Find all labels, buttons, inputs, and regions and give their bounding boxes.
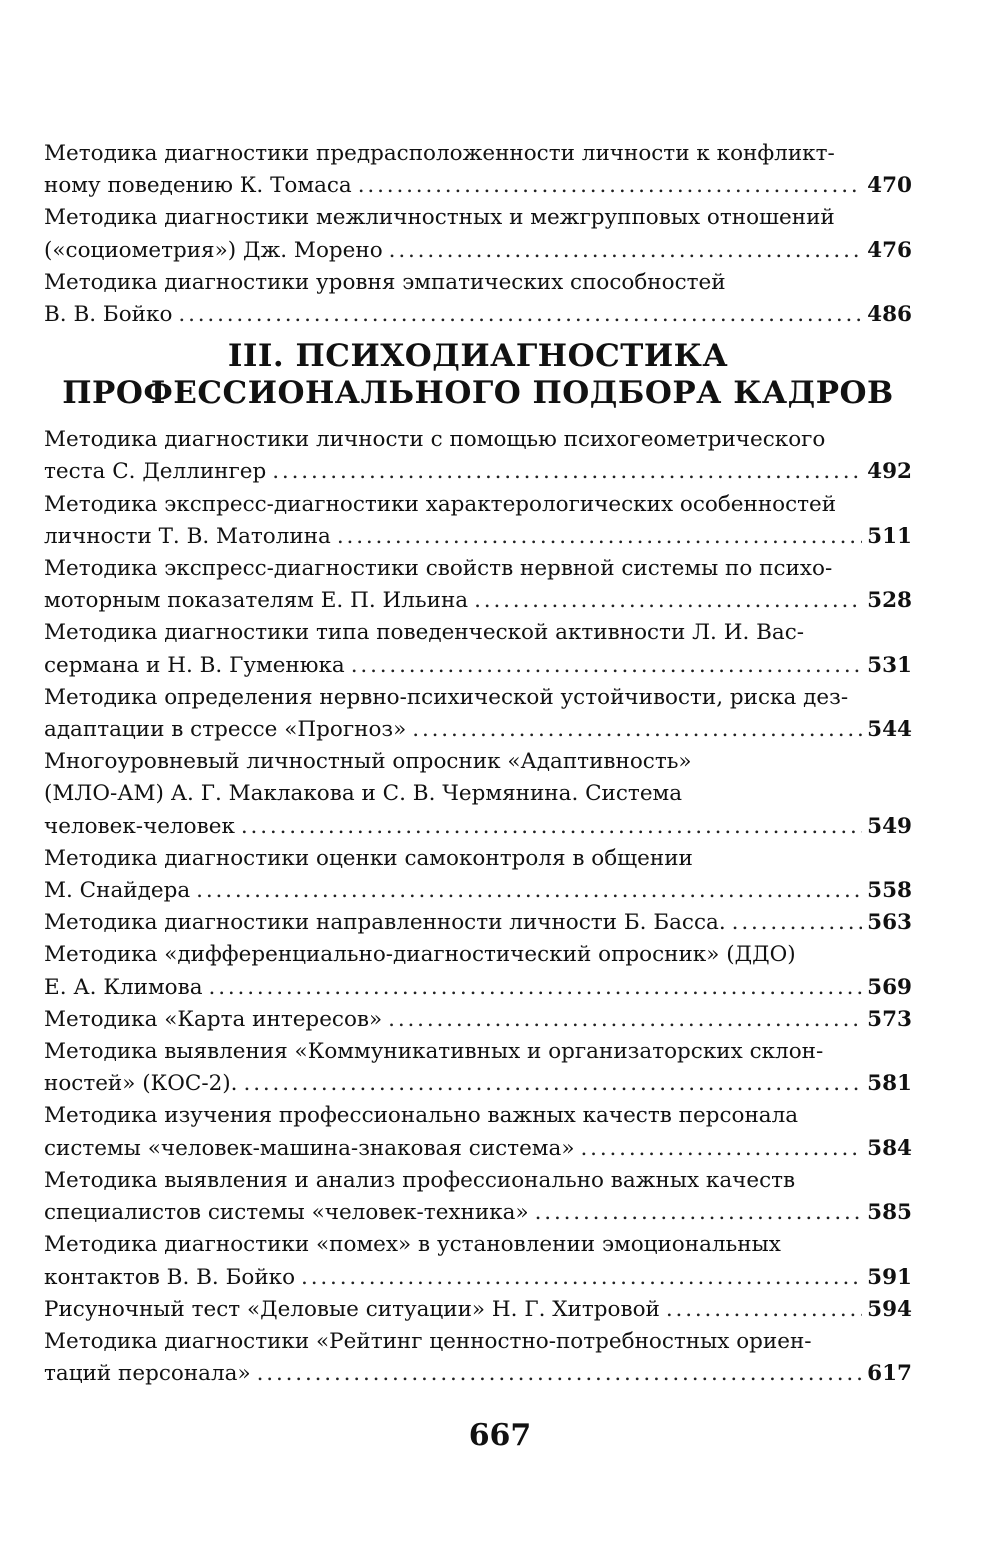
toc-entry-text: человек-человек <box>44 813 235 839</box>
toc-entry-last-line <box>44 1358 912 1390</box>
toc-page-number: 558 <box>867 878 912 904</box>
toc-entry-last-line <box>44 1133 912 1165</box>
toc-entry-last-line <box>44 1068 912 1100</box>
toc-entry <box>44 939 912 1003</box>
toc-entry <box>44 1004 912 1036</box>
toc-entry-line: Методика диагностики межличностных и межгрупповых отношений <box>44 205 835 231</box>
toc-page-number: 470 <box>867 173 912 199</box>
toc-entry-last-line <box>44 811 912 843</box>
section-title-line-2: ПРОФЕССИОНАЛЬНОГО ПОДБОРА КАДРОВ <box>62 375 894 412</box>
toc-entries-section <box>44 424 912 1390</box>
toc-entry-text: контактов В. В. Бойко <box>44 1264 296 1290</box>
dot-leader <box>352 170 862 202</box>
toc-entry-last-line <box>44 299 912 331</box>
toc-entry <box>44 617 912 681</box>
toc-entry-line: Многоуровневый личностный опросник «Адаптивность» <box>44 749 692 775</box>
dot-leader <box>575 1133 863 1165</box>
toc-page-number: 476 <box>867 237 912 263</box>
toc-page-number: 581 <box>867 1071 912 1097</box>
toc-entry <box>44 843 912 907</box>
toc-entry-text: М. Снайдера <box>44 878 191 904</box>
toc-page-number: 594 <box>867 1296 912 1322</box>
toc-entry-last-line <box>44 235 912 267</box>
dot-leader <box>660 1294 862 1326</box>
toc-entry-text: ностей» (КОС-2). <box>44 1071 238 1097</box>
toc-entry <box>44 1294 912 1326</box>
dot-leader <box>406 714 862 746</box>
toc-entry <box>44 424 912 488</box>
toc-entry-line: (МЛО-АМ) А. Г. Маклакова и С. В. Чермянина. Система <box>44 781 683 807</box>
toc-entry-line: Методика диагностики оценки самоконтроля в общении <box>44 845 693 871</box>
toc-entries-top <box>44 138 912 331</box>
toc-entry-last-line <box>44 585 912 617</box>
toc-entry <box>44 1036 912 1100</box>
section-title-line-1: III. ПСИХОДИАГНОСТИКА <box>227 338 729 375</box>
dot-leader <box>238 1068 862 1100</box>
section-title <box>44 338 912 412</box>
dot-leader <box>345 650 862 682</box>
toc-page-number: 486 <box>867 302 912 328</box>
toc-entry <box>44 1229 912 1293</box>
toc-page-number: 544 <box>867 717 912 743</box>
dot-leader <box>468 585 862 617</box>
toc-entry-last-line <box>44 650 912 682</box>
toc-entry-last-line <box>44 456 912 488</box>
toc-entry-text: адаптации в стрессе «Прогноз» <box>44 717 407 743</box>
toc-page-number: 563 <box>867 910 912 936</box>
toc-entry <box>44 1100 912 1164</box>
toc-entry-line: Методика экспресс-диагностики характерологических особенностей <box>44 491 837 517</box>
toc-entry <box>44 1326 912 1390</box>
dot-leader <box>295 1262 862 1294</box>
toc-entry-line: Методика выявления «Коммуникативных и организаторских склон- <box>44 1039 824 1065</box>
dot-leader <box>172 299 862 331</box>
dot-leader <box>235 811 862 843</box>
dot-leader <box>251 1358 862 1390</box>
toc-entry-text: личности Т. В. Матолина <box>44 523 331 549</box>
toc-entry-line: Методика диагностики типа поведенческой активности Л. И. Вас- <box>44 620 805 646</box>
toc-entry-text: теста С. Деллингер <box>44 459 267 485</box>
toc-page-number: 511 <box>867 523 912 549</box>
dot-leader <box>382 1004 862 1036</box>
toc-page-number: 585 <box>867 1200 912 1226</box>
toc-page-number: 549 <box>867 813 912 839</box>
toc-entry-last-line <box>44 972 912 1004</box>
toc-entry-text: таций персонала» <box>44 1361 251 1387</box>
toc-entry <box>44 746 912 843</box>
toc-entry-text: Методика диагностики направленности личности Б. Басса. <box>44 910 726 936</box>
toc-entry <box>44 1165 912 1229</box>
toc-entry-text: Е. А. Климова <box>44 974 203 1000</box>
toc-page-number: 492 <box>867 459 912 485</box>
toc-page-number: 584 <box>867 1135 912 1161</box>
toc-page-number: 531 <box>867 652 912 678</box>
toc-entry-last-line <box>44 170 912 202</box>
toc-entry-line: Методика экспресс-диагностики свойств нервной системы по психо- <box>44 556 833 582</box>
toc-entry-last-line <box>44 1262 912 1294</box>
toc-entry <box>44 553 912 617</box>
toc-page-number: 591 <box>867 1264 912 1290</box>
dot-leader <box>190 875 862 907</box>
toc-entry-text: Методика «Карта интересов» <box>44 1006 383 1032</box>
toc-entry-last-line <box>44 1004 912 1036</box>
dot-leader <box>331 521 862 553</box>
toc-entry-last-line <box>44 521 912 553</box>
toc-entry-line: Методика определения нервно-психической устойчивости, риска дез- <box>44 684 849 710</box>
toc-entry-line: Методика диагностики предрасположенности личности к конфликт- <box>44 141 835 166</box>
toc-entry <box>44 267 912 331</box>
table-of-contents <box>44 138 912 1390</box>
toc-entry-text: системы «человек-машина-знаковая система» <box>44 1135 575 1161</box>
toc-entry-text: Рисуночный тест «Деловые ситуации» Н. Г. Хитровой <box>44 1296 660 1322</box>
toc-entry <box>44 682 912 746</box>
toc-entry-line: Методика диагностики «Рейтинг ценностно-потребностных ориен- <box>44 1328 812 1354</box>
toc-page-number: 528 <box>867 588 912 614</box>
toc-entry-text: В. В. Бойко <box>44 302 173 328</box>
dot-leader <box>266 456 862 488</box>
toc-entry <box>44 202 912 266</box>
toc-entry-line: Методика диагностики личности с помощью психогеометрического <box>44 427 826 453</box>
toc-entry <box>44 138 912 202</box>
toc-entry-line: Методика диагностики уровня эмпатических способностей <box>44 269 726 295</box>
dot-leader <box>383 235 862 267</box>
toc-entry <box>44 489 912 553</box>
toc-page-number: 617 <box>867 1361 912 1387</box>
toc-entry-text: сермана и Н. В. Гуменюка <box>44 652 345 678</box>
toc-entry-last-line <box>44 714 912 746</box>
toc-entry-line: Методика «дифференциально-диагностический опросник» (ДДО) <box>44 942 796 968</box>
toc-entry <box>44 907 912 939</box>
toc-entry-text: («социометрия») Дж. Морено <box>44 237 383 263</box>
toc-entry-text: моторным показателям Е. П. Ильина <box>44 588 469 614</box>
page-number: 667 <box>468 1418 532 1453</box>
dot-leader <box>726 907 862 939</box>
toc-entry-line: Методика диагностики «помех» в установлении эмоциональных <box>44 1232 781 1258</box>
toc-entry-last-line <box>44 907 912 939</box>
toc-entry-line: Методика изучения профессионально важных качеств персонала <box>44 1103 799 1129</box>
dot-leader <box>203 972 862 1004</box>
toc-entry-line: Методика выявления и анализ профессионально важных качеств <box>44 1167 796 1193</box>
toc-entry-last-line <box>44 1294 912 1326</box>
dot-leader <box>529 1197 862 1229</box>
toc-page-number: 569 <box>867 974 912 1000</box>
toc-entry-text: ному поведению К. Томаса <box>44 173 352 199</box>
toc-entry-text: специалистов системы «человек-техника» <box>44 1200 529 1226</box>
toc-entry-last-line <box>44 875 912 907</box>
toc-entry-last-line <box>44 1197 912 1229</box>
toc-page-number: 573 <box>867 1006 912 1032</box>
